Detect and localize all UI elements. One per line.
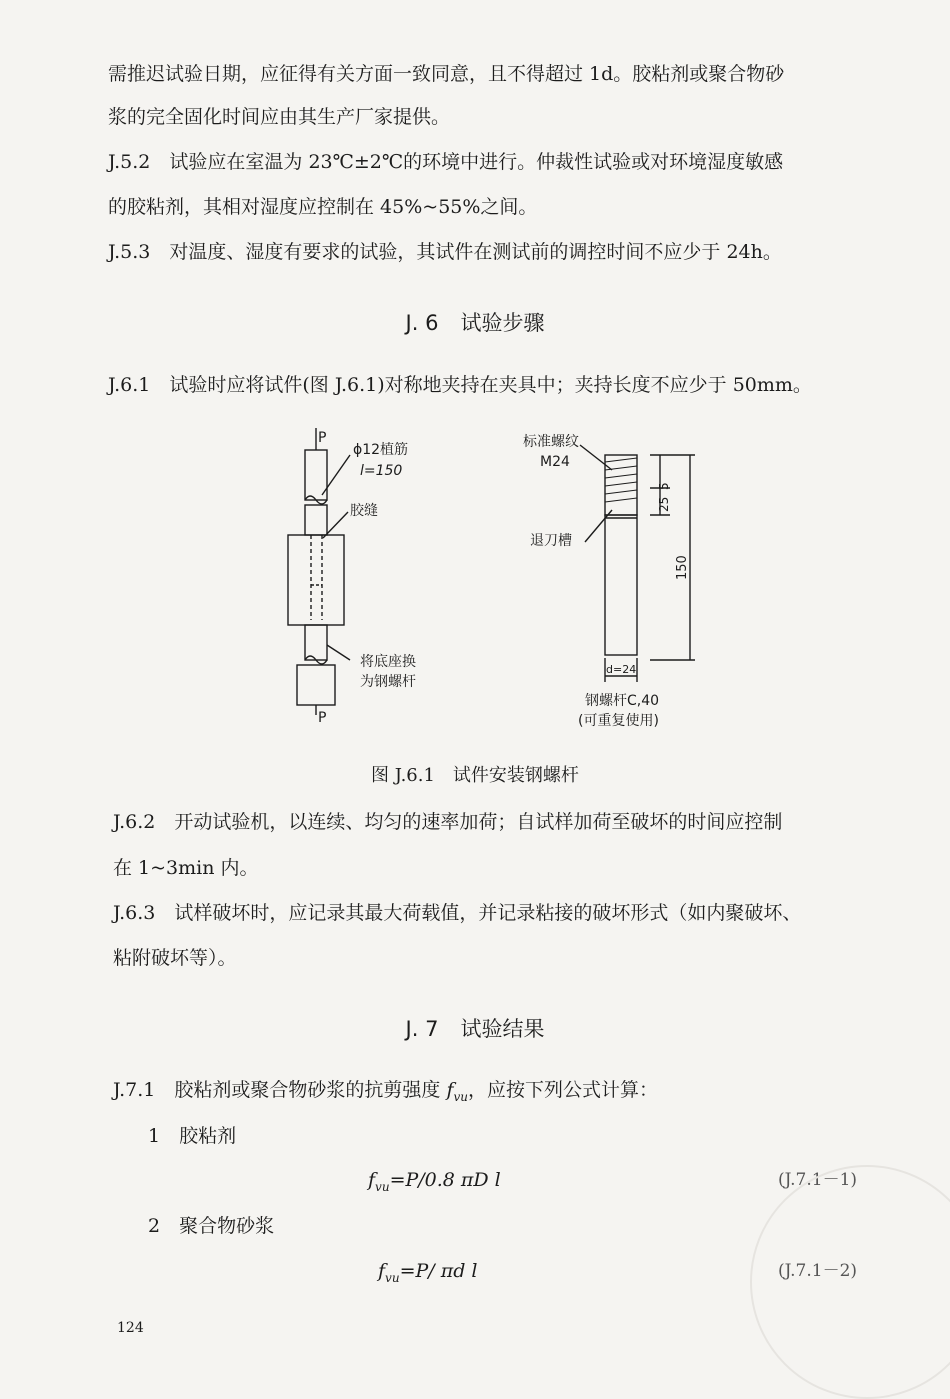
clause-j52-cont: 的胶粘剂，其相对湿度应控制在 45%~55%之间。 bbox=[108, 196, 538, 218]
clause-j62: J.6.2 开动试验机，以连续、均匀的速率加荷；自试样加荷至破坏的时间应控制 bbox=[113, 811, 783, 833]
shear-strength-symbol: f bbox=[446, 1079, 454, 1101]
rod-label: 钢螺杆C,40 bbox=[585, 693, 660, 709]
heading-number: J. 6 bbox=[405, 311, 439, 335]
equation-number: (J.7.1－1) bbox=[778, 1170, 858, 1190]
dim-25-label: 25 bbox=[657, 496, 671, 512]
leader-rebar bbox=[322, 455, 350, 495]
base-label-line1: 将底座换 bbox=[360, 654, 416, 670]
clause-j71-suffix: ，应按下列公式计算： bbox=[468, 1079, 659, 1101]
load-label-bottom: P bbox=[318, 710, 327, 726]
rebar-length-label: l=150 bbox=[360, 463, 403, 479]
clause-j53: J.5.3 对温度、湿度有要求的试验，其试件在测试前的调控时间不应少于 24h。 bbox=[108, 241, 782, 263]
clause-j71 bbox=[113, 1078, 658, 1109]
formula-adhesive bbox=[368, 1168, 501, 1199]
list-item-adhesive: 1 胶粘剂 bbox=[148, 1125, 237, 1147]
clause-j63-cont: 粘附破坏等）。 bbox=[113, 947, 237, 969]
equation-number: (J.7.1－2) bbox=[778, 1261, 858, 1281]
clause-j61: J.6.1 试验时应将试件(图 J.6.1)对称地夹持在夹具中；夹持长度不应少于 50mm。 bbox=[108, 374, 812, 396]
formula-lhs: f bbox=[378, 1260, 386, 1282]
page-number: 124 bbox=[117, 1320, 144, 1336]
rebar-segment bbox=[305, 505, 327, 535]
formula-subscript: vu bbox=[375, 1179, 390, 1194]
glue-label: 胶缝 bbox=[350, 503, 378, 519]
formula-lhs: f bbox=[368, 1169, 376, 1191]
leader-groove bbox=[585, 510, 612, 542]
reuse-label: (可重复使用) bbox=[578, 713, 659, 729]
list-item-polymer-mortar: 2 聚合物砂浆 bbox=[148, 1215, 275, 1237]
heading-title: 试验步骤 bbox=[460, 311, 545, 335]
clause-j63: J.6.3 试样破坏时，应记录其最大荷载值，并记录粘接的破坏形式（如内聚破坏、 bbox=[113, 902, 802, 924]
base-label-line2: 为钢螺杆 bbox=[360, 674, 416, 690]
heading-number: J. 7 bbox=[405, 1017, 439, 1041]
specimen-figure bbox=[0, 420, 950, 750]
base-rod bbox=[305, 625, 327, 660]
heading-title: 试验结果 bbox=[460, 1017, 545, 1041]
clause-j71-prefix: J.7.1 胶粘剂或聚合物砂浆的抗剪强度 bbox=[113, 1079, 447, 1101]
dim-5-label: 5 bbox=[657, 482, 671, 490]
thread-size-label: M24 bbox=[540, 454, 570, 470]
rebar-label: ϕ12植筋 bbox=[353, 442, 409, 458]
dim-d-label: d=24 bbox=[606, 663, 637, 676]
paragraph-line: 浆的完全固化时间应由其生产厂家提供。 bbox=[108, 106, 451, 128]
rod-shaft bbox=[605, 515, 637, 655]
section-heading-j7 bbox=[0, 1016, 950, 1042]
bond-block bbox=[288, 535, 344, 625]
formula-rhs: =P/ πd l bbox=[399, 1260, 478, 1282]
thread-label: 标准螺纹 bbox=[523, 434, 579, 450]
leader-thread bbox=[580, 445, 612, 470]
steel-rod-bottom bbox=[297, 665, 335, 705]
paragraph-line: 需推迟试验日期，应征得有关方面一致同意，且不得超过 1d。胶粘剂或聚合物砂 bbox=[108, 63, 785, 85]
watermark-stamp bbox=[750, 1165, 950, 1399]
clause-j52: J.5.2 试验应在室温为 23℃±2℃的环境中进行。仲裁性试验或对环境湿度敏感 bbox=[108, 151, 784, 173]
groove-label: 退刀槽 bbox=[530, 533, 572, 549]
load-label-top: P bbox=[318, 430, 327, 446]
shear-strength-subscript: vu bbox=[453, 1089, 469, 1104]
section-heading-j6 bbox=[0, 310, 950, 336]
figure-caption: 图 J.6.1 试件安装钢螺杆 bbox=[371, 765, 579, 786]
formula-subscript: vu bbox=[385, 1270, 400, 1285]
clause-j62-cont: 在 1~3min 内。 bbox=[113, 857, 259, 879]
dim-150-label: 150 bbox=[675, 555, 690, 580]
formula-rhs: =P/0.8 πD l bbox=[389, 1169, 501, 1191]
leader-base bbox=[327, 645, 350, 660]
formula-polymer-mortar bbox=[378, 1259, 477, 1290]
